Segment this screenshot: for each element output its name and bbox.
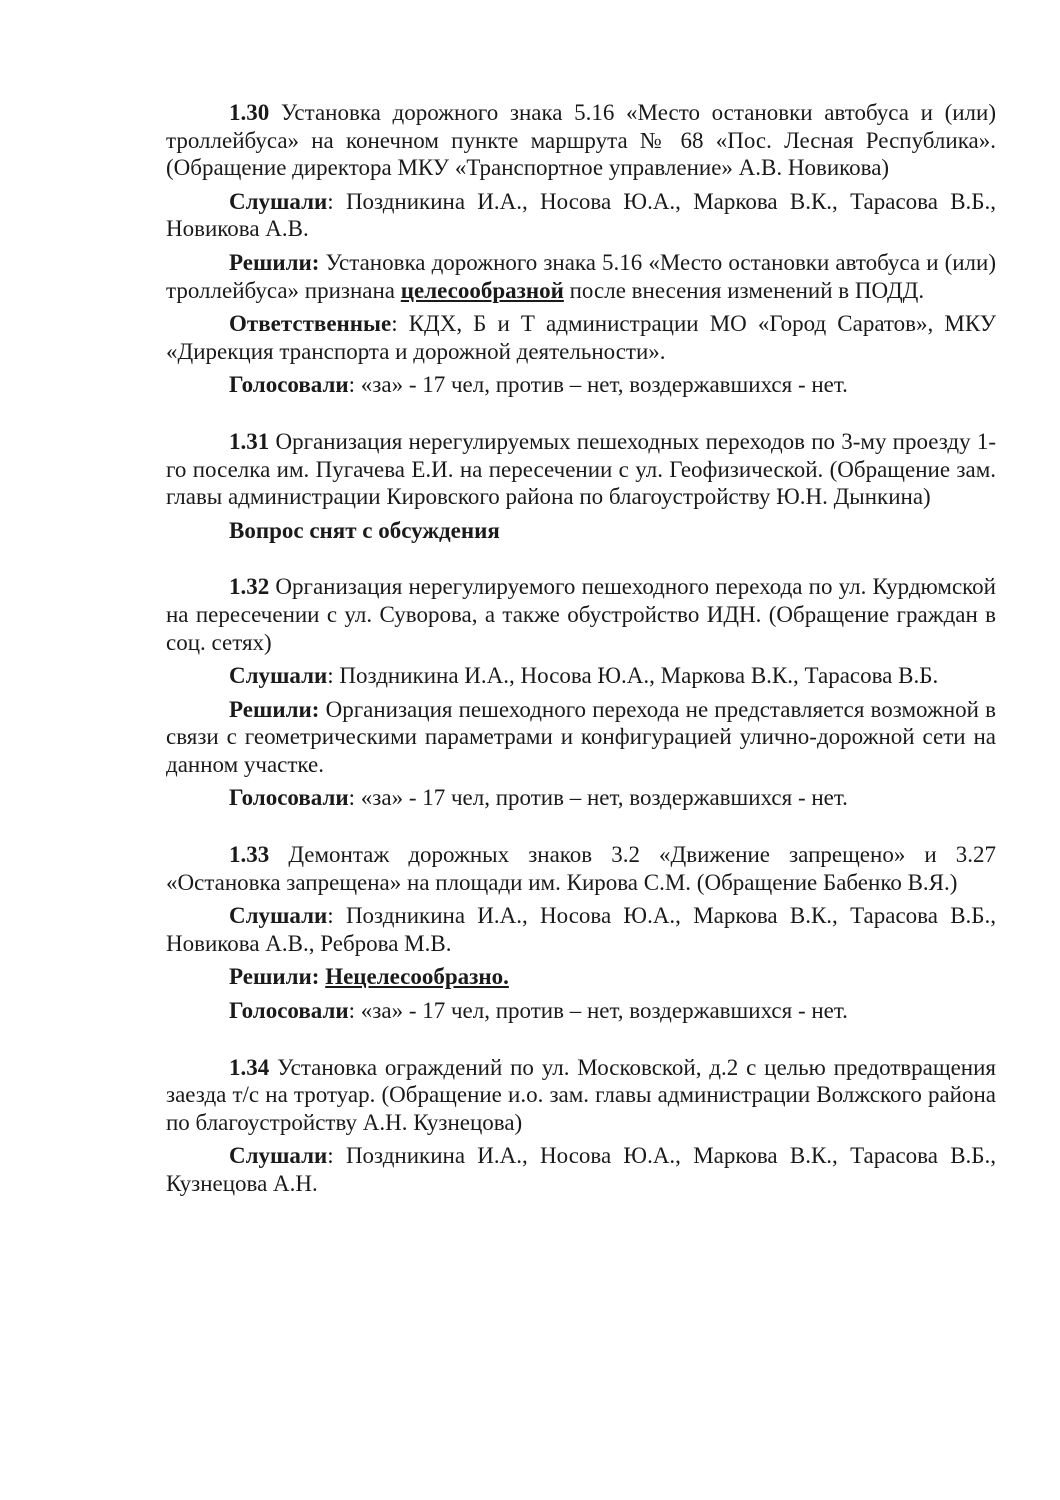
agenda-item-1-30 <box>166 99 996 399</box>
decided-text-pre: Организация пешеходного перехода не представляется возможной в связи с геометрическими параметрами и конфигурацией улично-дорожной сети на данном участке. <box>166 696 996 777</box>
item-title-paragraph <box>166 841 996 896</box>
listened-paragraph <box>166 662 996 690</box>
responsible-paragraph <box>166 310 996 365</box>
voted-text: : «за» - 17 чел, против – нет, воздержавшихся - нет. <box>348 785 848 811</box>
voted-label: Голосовали <box>229 785 349 811</box>
voted-paragraph <box>166 371 996 399</box>
item-title: Организация нерегулируемого пешеходного перехода по ул. Курдюмской на пересечении с ул. Суворова, а также обустройство ИДН. (Обращение граждан в соц. сетях) <box>166 574 996 655</box>
decided-paragraph <box>166 696 996 779</box>
responsible-text: : КДХ, Б и Т администрации МО «Город Саратов», МКУ «Дирекция транспорта и дорожной деятельности». <box>166 311 996 364</box>
responsible-label: Ответственные <box>229 311 392 337</box>
listened-paragraph <box>166 902 996 957</box>
listened-label: Слушали <box>229 663 328 689</box>
voted-text: : «за» - 17 чел, против – нет, воздержавшихся - нет. <box>348 998 848 1024</box>
item-title: Организация нерегулируемых пешеходных переходов по 3-му проезду 1-го поселка им. Пугачева Е.И. на пересечении с ул. Геофизической. (Обращение зам. главы администрации Кировского района по благоустройству Ю.Н. Дынкина) <box>166 428 996 510</box>
item-title-paragraph <box>166 1054 996 1137</box>
item-title-paragraph <box>166 573 996 656</box>
voted-paragraph <box>166 997 996 1025</box>
voted-label: Голосовали <box>229 372 349 398</box>
agenda-item-1-33 <box>166 841 996 1025</box>
voted-paragraph <box>166 784 996 812</box>
document-page <box>166 99 996 1227</box>
voted-text: : «за» - 17 чел, против – нет, воздержавшихся - нет. <box>348 372 848 398</box>
decided-emphasis: Нецелесообразно. <box>325 964 509 990</box>
item-title: Установка дорожного знака 5.16 «Место остановки автобуса и (или) троллейбуса» на конечном пункте маршрута № 68 «Пос. Лесная Республика». (Обращение директора МКУ «Транспортное управление» А.В. Новикова) <box>166 100 996 181</box>
item-number: 1.30 <box>229 100 270 125</box>
listened-text: : Поздникина И.А., Носова Ю.А., Маркова В.К., Тарасова В.Б., Кузнецова А.Н. <box>166 1143 996 1196</box>
decided-label: Решили: <box>229 696 320 722</box>
listened-text: : Поздникина И.А., Носова Ю.А., Маркова В.К., Тарасова В.Б., Новикова А.В. <box>166 188 996 242</box>
listened-paragraph <box>166 1142 996 1197</box>
decided-label: Решили: <box>229 249 320 275</box>
listened-label: Слушали <box>229 188 328 214</box>
item-number: 1.31 <box>229 428 270 454</box>
item-title-paragraph <box>166 428 996 511</box>
listened-text: : Поздникина И.А., Носова Ю.А., Маркова В.К., Тарасова В.Б., Новикова А.В., Реброва М.В. <box>166 903 996 956</box>
item-number: 1.32 <box>229 574 270 600</box>
decided-label: Решили: <box>229 964 320 990</box>
listened-label: Слушали <box>229 1143 328 1169</box>
decided-paragraph <box>166 963 996 991</box>
decided-text-pre: Установка дорожного знака 5.16 «Место остановки автобуса и (или) троллейбуса» признана <box>166 249 996 303</box>
listened-text: : Поздникина И.А., Носова Ю.А., Маркова В.К., Тарасова В.Б. <box>327 663 939 689</box>
decided-emphasis: целесообразной <box>400 277 564 303</box>
agenda-item-1-31 <box>166 428 996 544</box>
item-number: 1.33 <box>229 842 270 868</box>
item-number: 1.34 <box>229 1054 270 1080</box>
item-title: Установка ограждений по ул. Московской, д.2 с целью предотвращения заезда т/с на тротуар. (Обращение и.о. зам. главы администрации Волжского района по благоустройству А.Н. Кузнецова) <box>166 1054 996 1135</box>
decided-paragraph <box>166 249 996 304</box>
agenda-item-1-32 <box>166 573 996 812</box>
item-title-paragraph <box>166 99 996 182</box>
item-title: Демонтаж дорожных знаков 3.2 «Движение запрещено» и 3.27 «Остановка запрещена» на площади им. Кирова С.М. (Обращение Бабенко В.Я.) <box>166 842 996 895</box>
agenda-item-1-34 <box>166 1054 996 1198</box>
voted-label: Голосовали <box>229 998 349 1024</box>
removed-note: Вопрос снят с обсуждения <box>229 517 500 543</box>
decided-text-post: после внесения изменений в ПОДД. <box>563 277 925 303</box>
listened-label: Слушали <box>229 903 328 929</box>
listened-paragraph <box>166 188 996 243</box>
